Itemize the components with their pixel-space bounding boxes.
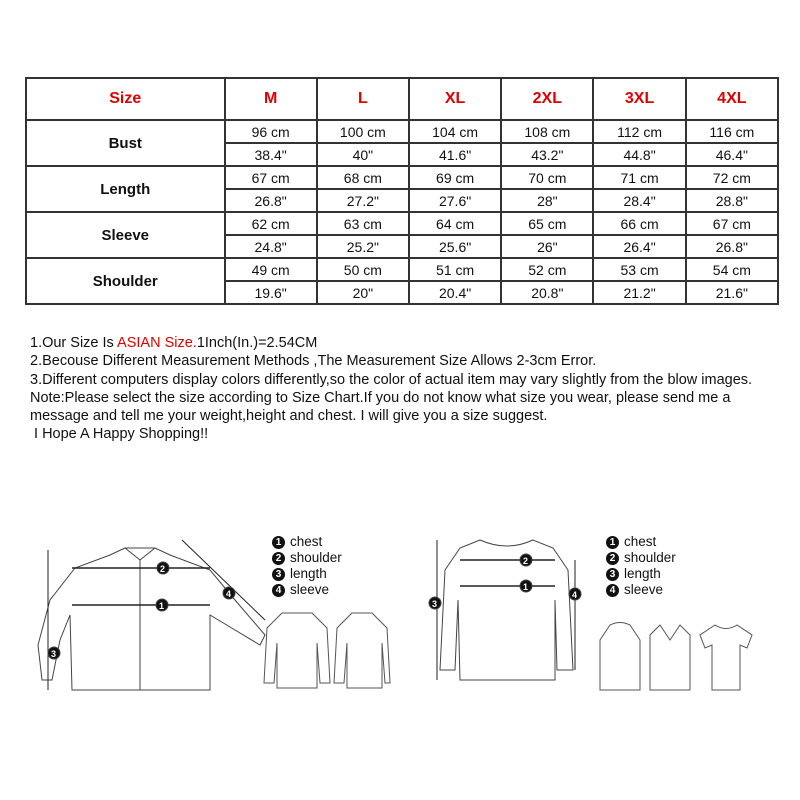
legend-item <box>272 566 342 582</box>
svg-text:4: 4 <box>572 590 578 600</box>
inch-value: 41.6" <box>409 143 501 166</box>
size-4xl: 4XL <box>686 78 778 120</box>
inch-value: 26.4" <box>593 235 685 258</box>
legend-item <box>606 582 676 598</box>
table-row <box>26 212 778 235</box>
inch-value: 38.4" <box>225 143 317 166</box>
size-chart-table <box>25 77 779 305</box>
svg-text:2: 2 <box>160 564 166 574</box>
inch-value: 27.2" <box>317 189 409 212</box>
cm-value: 62 cm <box>225 212 317 235</box>
table-row <box>26 166 778 189</box>
cm-value: 112 cm <box>593 120 685 143</box>
legend-item <box>272 534 342 550</box>
inch-value: 40" <box>317 143 409 166</box>
cm-value: 72 cm <box>686 166 778 189</box>
cm-value: 104 cm <box>409 120 501 143</box>
sweater-thumbnails <box>595 620 755 695</box>
jacket-thumbnails <box>262 608 392 693</box>
svg-text:3: 3 <box>432 599 438 609</box>
legend-label: shoulder <box>624 550 676 565</box>
legend-left <box>272 534 342 598</box>
size-xl: XL <box>409 78 501 120</box>
number-badge-icon: 2 <box>606 552 619 565</box>
inch-value: 20.4" <box>409 281 501 304</box>
svg-text:1: 1 <box>523 582 529 592</box>
legend-label: shoulder <box>290 550 342 565</box>
note-1-suffix: 1Inch(In.)=2.54CM <box>196 335 318 351</box>
svg-text:4: 4 <box>226 589 232 599</box>
asian-size-highlight: ASIAN Size. <box>117 335 197 351</box>
legend-label: length <box>624 566 661 581</box>
inch-value: 26.8" <box>225 189 317 212</box>
measurement-label: Shoulder <box>26 258 225 304</box>
inch-value: 46.4" <box>686 143 778 166</box>
inch-value: 27.6" <box>409 189 501 212</box>
inch-value: 25.2" <box>317 235 409 258</box>
cm-value: 63 cm <box>317 212 409 235</box>
inch-value: 20" <box>317 281 409 304</box>
inch-value: 26.8" <box>686 235 778 258</box>
table-row <box>26 120 778 143</box>
inch-value: 24.8" <box>225 235 317 258</box>
legend-label: sleeve <box>290 582 330 597</box>
note-4: Note:Please select the size according to Size Chart.If you do not know what size you wear, please send me a message and tell me your weight,height and chest. I will give you a size suggest. <box>30 389 731 425</box>
size-header-row <box>26 78 778 120</box>
cm-value: 49 cm <box>225 258 317 281</box>
cm-value: 67 cm <box>225 166 317 189</box>
legend-item <box>272 550 342 566</box>
legend-label: sleeve <box>624 582 664 597</box>
legend-item <box>606 550 676 566</box>
cm-value: 50 cm <box>317 258 409 281</box>
note-2: 2.Becouse Different Measurement Methods ,The Measurement Size Allows 2-3cm Error. <box>30 353 597 370</box>
measurement-label: Sleeve <box>26 212 225 258</box>
cm-value: 67 cm <box>686 212 778 235</box>
legend-label: chest <box>290 534 323 549</box>
note-5: I Hope A Happy Shopping!! <box>30 426 209 443</box>
cm-value: 96 cm <box>225 120 317 143</box>
inch-value: 28.8" <box>686 189 778 212</box>
inch-value: 26" <box>501 235 593 258</box>
cm-value: 64 cm <box>409 212 501 235</box>
number-badge-icon: 4 <box>272 584 285 597</box>
number-badge-icon: 2 <box>272 552 285 565</box>
svg-text:1: 1 <box>159 601 165 611</box>
number-badge-icon: 4 <box>606 584 619 597</box>
size-notes <box>30 334 770 444</box>
cm-value: 65 cm <box>501 212 593 235</box>
legend-label: chest <box>624 534 657 549</box>
inch-value: 44.8" <box>593 143 685 166</box>
size-3xl: 3XL <box>593 78 685 120</box>
cm-value: 70 cm <box>501 166 593 189</box>
legend-item <box>606 534 676 550</box>
number-badge-icon: 1 <box>272 536 285 549</box>
number-badge-icon: 3 <box>272 568 285 581</box>
note-1 <box>30 334 770 352</box>
legend-label: length <box>290 566 327 581</box>
cm-value: 116 cm <box>686 120 778 143</box>
svg-text:3: 3 <box>51 649 57 659</box>
legend-right <box>606 534 676 598</box>
inch-value: 21.2" <box>593 281 685 304</box>
size-l: L <box>317 78 409 120</box>
number-badge-icon: 3 <box>606 568 619 581</box>
inch-value: 19.6" <box>225 281 317 304</box>
svg-text:2: 2 <box>523 556 529 566</box>
cm-value: 69 cm <box>409 166 501 189</box>
cm-value: 68 cm <box>317 166 409 189</box>
measurement-label: Length <box>26 166 225 212</box>
inch-value: 28.4" <box>593 189 685 212</box>
number-badge-icon: 1 <box>606 536 619 549</box>
note-1-prefix: 1.Our Size Is <box>30 335 118 351</box>
inch-value: 21.6" <box>686 281 778 304</box>
shirt-measurement-diagram <box>30 520 275 700</box>
cm-value: 100 cm <box>317 120 409 143</box>
cm-value: 51 cm <box>409 258 501 281</box>
cm-value: 52 cm <box>501 258 593 281</box>
cm-value: 53 cm <box>593 258 685 281</box>
size-header-label: Size <box>26 78 225 120</box>
table-row <box>26 258 778 281</box>
size-m: M <box>225 78 317 120</box>
sweater-measurement-diagram <box>425 530 590 690</box>
note-3: 3.Different computers display colors differently,so the color of actual item may vary slightly from the blow images. <box>30 371 753 388</box>
size-2xl: 2XL <box>501 78 593 120</box>
cm-value: 66 cm <box>593 212 685 235</box>
cm-value: 54 cm <box>686 258 778 281</box>
measurement-label: Bust <box>26 120 225 166</box>
inch-value: 43.2" <box>501 143 593 166</box>
cm-value: 71 cm <box>593 166 685 189</box>
inch-value: 20.8" <box>501 281 593 304</box>
cm-value: 108 cm <box>501 120 593 143</box>
inch-value: 28" <box>501 189 593 212</box>
inch-value: 25.6" <box>409 235 501 258</box>
legend-item <box>606 566 676 582</box>
legend-item <box>272 582 342 598</box>
